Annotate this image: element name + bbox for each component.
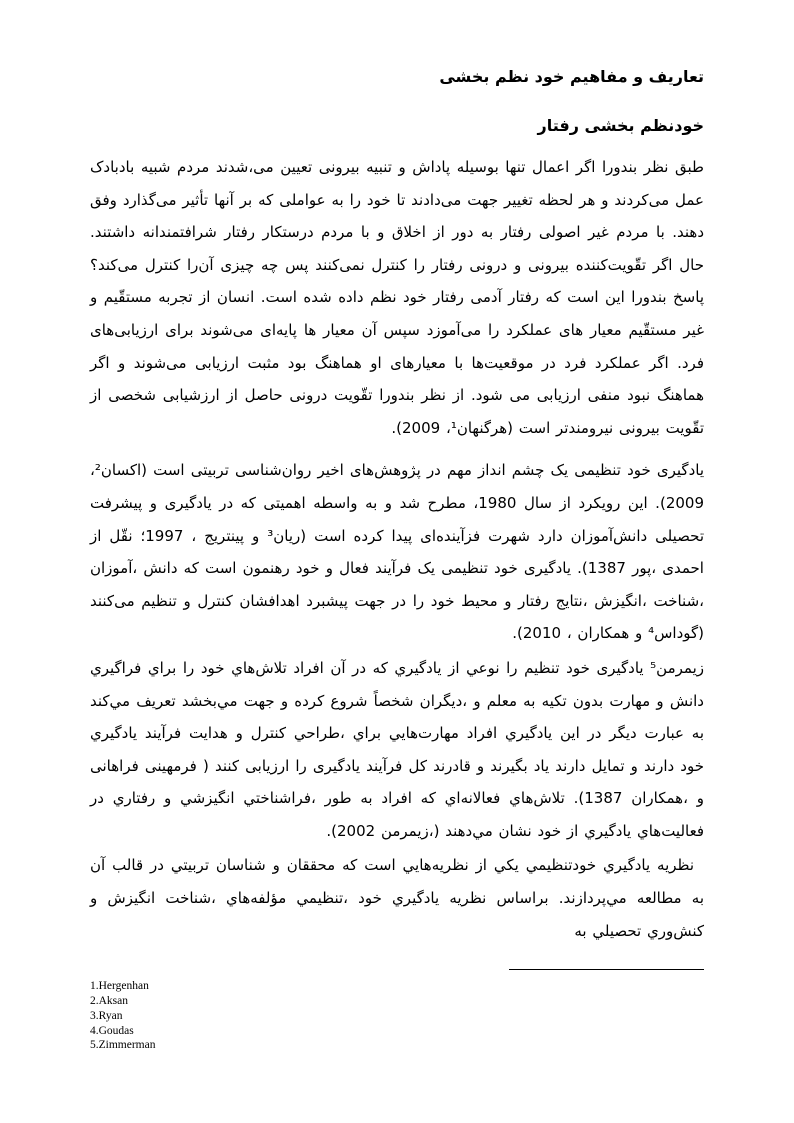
paragraph-bandura-behavior: طبق نظر بندورا اگر اعمال تنها بوسيله پاداش و تنبيه بيرونی تعيين می،شدند مردم شبيه بادبادک عمل می‌کردند و هر لحظه تغيير جهت می‌دادند تا خود را به عواملی که بر آنها تأثير می‌گذارد وفق دهند. با مردم غير اصولی رفتار به دور از اخلاق و با مردم درستکار رفتار شرافتمندانه داشتند. حال اگر تقّويت‌کننده بيرونی و درونی رفتار را کنترل نمی‌کنند پس چه چيزی آن‌را کنترل می‌کند؟ پاسخ بندورا اين است که رفتار آدمی رفتار خود نظم داده شده است. انسان از تجربه مستقّيم و غير مستقّيم معيار های عملکرد را می‌آموزد سپس آن معيار ها پايه‌ای می‌شوند برای ارزيابی‌های فرد. اگر عملکرد فرد در موقعيت‌ها با معيارهای او هماهنگ بود مثبت ارزيابی می‌شوند و اگر هماهنگ نبود منفی ارزيابی می شود. از نظر بندورا تقّويت درونی حاصل از ارزشيابی شخصی از تقّويت بيرونی نيرومندتر است (هرگنهان¹، 2009).: [90, 158, 704, 437]
footnote-separator: [509, 969, 704, 970]
footnote-hergenhan: 1.Hergenhan: [90, 980, 149, 993]
section-subtitle: خودنظم بخشی رفتار: [537, 116, 704, 135]
footnote-aksan: 2.Aksan: [90, 995, 129, 1008]
page-title: تعاريف و مفاهيم خود نظم بخشی: [439, 67, 704, 86]
footnote-ryan: 3.Ryan: [90, 1009, 123, 1022]
footnote-list: [90, 979, 704, 1053]
footnote-goudas: 4.Goudas: [90, 1024, 134, 1037]
paragraph-zimmerman-definition: زيمرمن⁵ يادگيری خود تنظيم را نوعي از يادگيري که در آن افراد تلاش‌هاي خود را براي فراگيري دانش و مهارت بدون تکيه به معلم و ،ديگران شخصاً شروع کرده و جهت مي‌بخشد تعريف مي‌کند به عبارت ديگر در اين يادگيري افراد مهارت‌هايي براي ،طراحي کنترل و هدايت فرآيند يادگيري خود دارند و تمايل دارند ياد بگيرند و قادرند کل فرآيند يادگيری را ارزيابی کنند ( فرمهينی فراهانی و ،همکاران 1387). تلاش‌هاي فعالانه‌اي که افراد به طور ،فراشناختي انگيزشي و رفتاري در فعاليت‌هاي يادگيري از خود نشان مي‌دهند (،زيمرمن 2002).: [90, 658, 704, 840]
document-content: [90, 0, 704, 1053]
paragraph-self-regulated-learning: يادگيری خود تنظيمی يک چشم انداز مهم در پژوهش‌های اخير روان‌شناسی تربيتی است (اکسان²، 2009). اين رويکرد از سال 1980، مطرح شد و به واسطه اهميتی که در يادگيری و پيشرفت تحصيلی دانش‌آموزان دارد شهرت فزآينده‌ای پيدا کرده است (ريان³ و پينتريج ، 1997؛ نقّل از احمدی ،پور 1387). يادگيری خود تنظيمی يک فرآيند فعال و خود رهنمون است که دانش ،آموزان ،شناخت ،انگيزش ،نتايج رفتار و محيط خود را در جهت پيشبرد اهدافشان کنترل و تنظيم می‌کنند (گوداس⁴ و همکاران ، 2010).: [90, 461, 705, 643]
paragraph-theory-intro: نظريه يادگيري خودتنظيمي يکي از نظريه‌هايي است که محققان و شناسان تربيتي در قالب آن به مطالعه مي‌پردازند. براساس نظريه يادگيري خود ،تنظيمي مؤلفه‌هاي ،شناخت انگيزش و کنش‌وري تحصيلي به: [90, 856, 704, 940]
footnote-zimmerman: 5.Zimmerman: [90, 1039, 156, 1052]
